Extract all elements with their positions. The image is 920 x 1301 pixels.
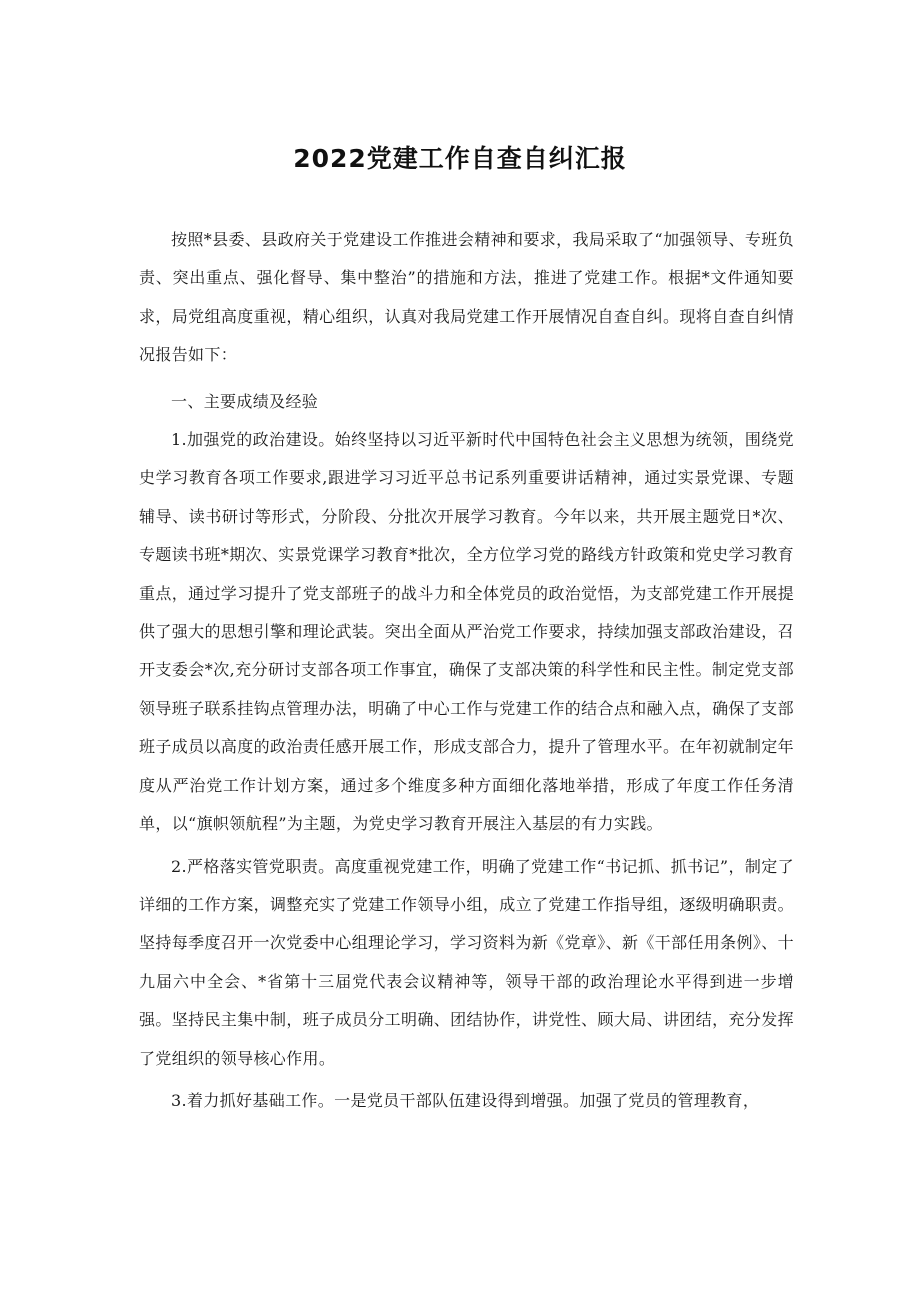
intro-paragraph: 按照*县委、县政府关于党建设工作推进会精神和要求，我局采取了“加强领导、专班负责、突出重点、强化督导、集中整治”的措施和方法，推进了党建工作。根据*文件通知要求，局党组高度重视，精心组织，认真对我局党建工作开展情况自查自纠。现将自查自纠情况报告如下： (139, 230, 794, 365)
document-body (139, 221, 794, 1124)
document-title: 2022党建工作自查自纠汇报 (293, 144, 627, 173)
body-paragraph: 3.着力抓好基础工作。一是党员干部队伍建设得到增强。加强了党员的管理教育， (171, 1090, 760, 1110)
section-heading: 一、主要成绩及经验 (171, 391, 319, 411)
body-paragraph: 1.加强党的政治建设。始终坚持以习近平新时代中国特色社会主义思想为统领，围绕党史学习教育各项工作要求,跟进学习习近平总书记系列重要讲话精神，通过实景党课、专题辅导、读书研讨等形式，分阶段、分批次开展学习教育。今年以来，共开展主题党日*次、专题读书班*期次、实景党课学习教育*批次，全方位学习党的路线方针政策和党史学习教育重点，通过学习提升了党支部班子的战斗力和全体党员的政治觉悟，为支部党建工作开展提供了强大的思想引擎和理论武装。突出全面从严治党工作要求，持续加强支部政治建设，召开支委会*次,充分研讨支部各项工作事宜，确保了支部决策的科学性和民主性。制定党支部领导班子联系挂钩点管理办法，明确了中心工作与党建工作的结合点和融入点，确保了支部班子成员以高度的政治责任感开展工作，形成支部合力，提升了管理水平。在年初就制定年度从严治党工作计划方案，通过多个维度多种方面细化落地举措，形成了年度工作任务清单，以“旗帜领航程”为主题，为党史学习教育开展注入基层的有力实践。 (139, 430, 794, 834)
body-paragraph: 2.严格落实管党职责。高度重视党建工作，明确了党建工作“书记抓、抓书记”，制定了详细的工作方案，调整充实了党建工作领导小组，成立了党建工作指导组，逐级明确职责。坚持每季度召开一次党委中心组理论学习，学习资料为新《党章》、新《干部任用条例》、十九届六中全会、*省第十三届党代表会议精神等，领导干部的政治理论水平得到进一步增强。坚持民主集中制，班子成员分工明确、团结协作，讲党性、顾大局、讲团结，充分发挥了党组织的领导核心作用。 (139, 856, 794, 1068)
